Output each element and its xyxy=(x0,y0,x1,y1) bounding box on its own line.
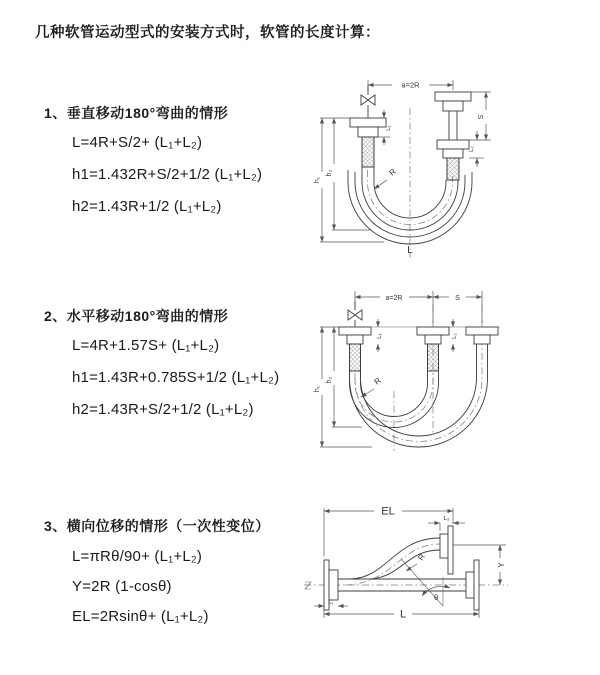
length-label: L xyxy=(407,245,413,256)
right-mid-flange xyxy=(437,140,469,149)
u-bend-arcs xyxy=(350,344,488,447)
flanges xyxy=(339,327,498,344)
diagram-2-horizontal-u-bend xyxy=(310,283,600,455)
left-flange xyxy=(350,118,386,127)
valve-icon xyxy=(348,301,362,327)
section-2-formula-h2: h2=1.43R+S/2+1/2 (L₁+L₂) xyxy=(72,401,254,418)
dim-label-h1: h₁ xyxy=(314,176,321,184)
right-mid-neck xyxy=(443,149,463,158)
dim-label-l1: L₁ xyxy=(386,125,392,131)
section-2-formula-h1: h1=1.43R+0.785S+1/2 (L₁+L₂) xyxy=(72,369,280,386)
left-flange-neck xyxy=(358,127,378,137)
centerlines xyxy=(368,108,453,258)
dim-label-a2r: a=2R xyxy=(385,294,403,302)
page-title: 几种软管运动型式的安装方式时，软管的长度计算： xyxy=(35,25,380,41)
right-top-flange xyxy=(435,92,471,101)
right-flange xyxy=(466,560,479,610)
dim-label-a2r: a=2R xyxy=(401,80,420,90)
section-3-formula-L: L=πRθ/90+ (L₁+L₂) xyxy=(72,548,203,565)
dim-label-l1: L₁ xyxy=(328,600,334,606)
radius-label: R xyxy=(387,166,398,178)
dim-label-el: EL xyxy=(381,505,395,518)
dim-label-l2: L₂ xyxy=(443,515,450,522)
dimension-lines xyxy=(320,291,482,447)
section-1-formula-h2: h2=1.43R+1/2 (L₁+L₂) xyxy=(72,198,222,215)
dim-label-l2: L₂ xyxy=(469,146,475,152)
section-2-formula-L: L=4R+1.57S+ (L₁+L₂) xyxy=(72,337,220,354)
hose-drawing xyxy=(305,526,479,610)
length-label: L xyxy=(399,608,407,621)
braided-hose-sections xyxy=(350,344,439,371)
right-top-neck xyxy=(443,101,463,111)
top-flange xyxy=(440,526,453,574)
radius-label: R xyxy=(416,552,427,563)
dim-label-l1: L₁ xyxy=(377,333,383,339)
dim-label-h2: h₂ xyxy=(326,376,333,384)
right-pipe xyxy=(449,111,457,140)
section-3-formula-EL: EL=2Rsinθ+ (L₁+L₂) xyxy=(72,608,209,625)
radius-label: R xyxy=(372,375,383,387)
hose-drawing xyxy=(338,301,500,447)
valve-icon xyxy=(361,85,375,118)
dim-label-s: S xyxy=(455,294,460,302)
angle-label: θ xyxy=(434,593,439,602)
section-3-heading: 3、横向位移的情形（一次性变位） xyxy=(44,518,270,534)
section-1-heading: 1、垂直移动180°弯曲的情形 xyxy=(44,105,229,121)
diagram-1-vertical-u-bend xyxy=(312,72,598,264)
dim-label-h2: h₂ xyxy=(326,169,333,177)
displaced-hose xyxy=(350,538,440,579)
section-1-formula-L: L=4R+S/2+ (L₁+L₂) xyxy=(72,134,203,151)
section-3-formula-Y: Y=2R (1-cosθ) xyxy=(72,578,172,595)
diagram-3-lateral-displacement xyxy=(298,498,600,645)
section-2-heading: 2、水平移动180°弯曲的情形 xyxy=(44,308,229,324)
dim-label-h1: h₁ xyxy=(314,385,321,393)
section-1-formula-h1: h1=1.432R+S/2+1/2 (L₁+L₂) xyxy=(72,166,263,183)
dim-label-s: S xyxy=(478,114,485,120)
dim-label-l2: L₂ xyxy=(452,333,458,339)
dim-label-y: Y xyxy=(497,562,506,568)
break-mark xyxy=(305,582,311,589)
